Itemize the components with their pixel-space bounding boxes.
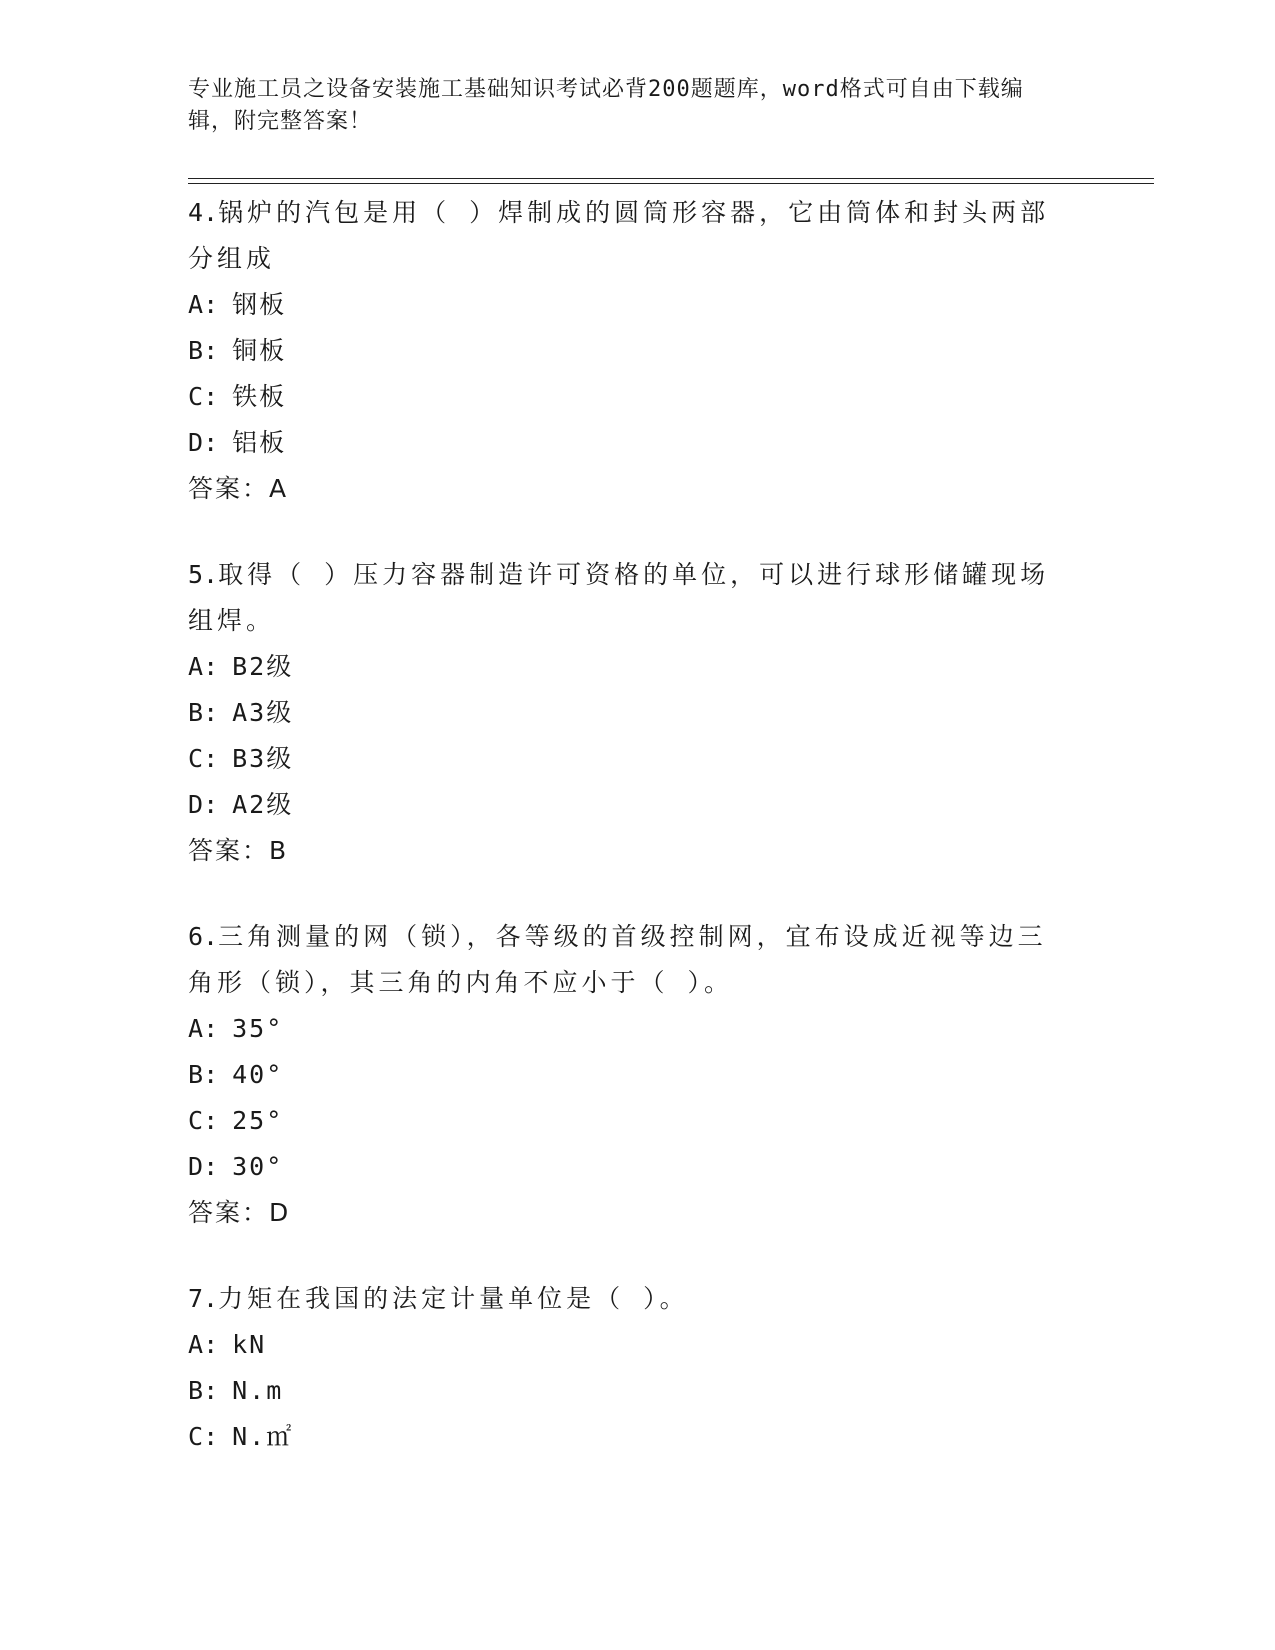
- option-b: [188, 1052, 1088, 1098]
- question-list: [188, 190, 1088, 1500]
- question-stem: [188, 914, 1088, 1006]
- option-d: [188, 782, 1088, 828]
- option-a: [188, 1006, 1088, 1052]
- option-separator: :: [203, 1376, 219, 1405]
- question-number: 5.: [188, 560, 219, 589]
- option-letter: B: [188, 1376, 204, 1405]
- option-a: [188, 1322, 1088, 1368]
- option-text: A3级: [232, 698, 294, 727]
- option-text: B3级: [232, 744, 294, 773]
- option-letter: B: [188, 336, 204, 365]
- answer-line: 答案：B: [188, 836, 289, 865]
- option-separator: :: [203, 1060, 219, 1089]
- option-letter: D: [188, 790, 204, 819]
- option-separator: :: [203, 1106, 219, 1135]
- option-c: [188, 736, 1088, 782]
- option-text: N.m: [232, 1376, 284, 1405]
- option-text: B2级: [232, 652, 294, 681]
- option-d: [188, 1144, 1088, 1190]
- option-b: [188, 1368, 1088, 1414]
- question-6: [188, 914, 1088, 1236]
- question-5: [188, 552, 1088, 874]
- option-text: kN: [232, 1330, 267, 1359]
- option-separator: :: [203, 698, 219, 727]
- option-separator: :: [203, 1152, 219, 1181]
- option-text: 40°: [232, 1060, 284, 1089]
- option-c: [188, 1414, 1088, 1460]
- option-separator: :: [203, 1330, 219, 1359]
- option-c: [188, 1098, 1088, 1144]
- option-b: [188, 690, 1088, 736]
- document-title: 专业施工员之设备安装施工基础知识考试必背200题题库，word格式可自由下载编辑，附完整答案！: [188, 77, 1024, 134]
- option-text: 30°: [232, 1152, 284, 1181]
- option-letter: C: [188, 1422, 204, 1451]
- option-text: 铁板: [232, 382, 287, 411]
- option-letter: A: [188, 652, 204, 681]
- option-separator: :: [203, 428, 219, 457]
- answer-line: 答案：D: [188, 1198, 291, 1227]
- option-letter: C: [188, 382, 204, 411]
- option-letter: A: [188, 1330, 204, 1359]
- option-a: [188, 644, 1088, 690]
- option-letter: A: [188, 1014, 204, 1043]
- option-letter: C: [188, 744, 204, 773]
- question-text: 力矩在我国的法定计量单位是（ ）。: [218, 1284, 689, 1313]
- question-4: [188, 190, 1088, 512]
- option-separator: :: [203, 1014, 219, 1043]
- option-text: 钢板: [232, 290, 287, 319]
- option-separator: :: [203, 790, 219, 819]
- question-text: 锅炉的汽包是用（ ）焊制成的圆筒形容器，它由筒体和封头两部分组成: [188, 198, 1050, 273]
- header-rule-bottom: [188, 183, 1154, 184]
- option-separator: :: [203, 336, 219, 365]
- option-letter: B: [188, 698, 204, 727]
- option-letter: D: [188, 428, 204, 457]
- question-text: 三角测量的网（锁），各等级的首级控制网，宜布设成近视等边三角形（锁），其三角的内角不应小于（ ）。: [188, 922, 1047, 997]
- question-number: 7.: [188, 1284, 219, 1313]
- option-text: N.㎡: [232, 1422, 294, 1451]
- option-text: A2级: [232, 790, 294, 819]
- option-separator: :: [203, 290, 219, 319]
- header-rule-top: [188, 178, 1154, 179]
- question-number: 6.: [188, 922, 219, 951]
- option-c: [188, 374, 1088, 420]
- question-stem: [188, 552, 1088, 644]
- option-text: 35°: [232, 1014, 284, 1043]
- option-letter: A: [188, 290, 204, 319]
- question-text: 取得（ ）压力容器制造许可资格的单位，可以进行球形储罐现场组焊。: [188, 560, 1050, 635]
- option-letter: D: [188, 1152, 204, 1181]
- option-separator: :: [203, 652, 219, 681]
- option-separator: :: [203, 1422, 219, 1451]
- question-7: [188, 1276, 1088, 1460]
- option-letter: B: [188, 1060, 204, 1089]
- option-text: 铝板: [232, 428, 287, 457]
- option-text: 铜板: [232, 336, 287, 365]
- option-a: [188, 282, 1088, 328]
- answer-line: 答案：A: [188, 474, 289, 503]
- question-number: 4.: [188, 198, 219, 227]
- question-stem: [188, 190, 1088, 282]
- question-stem: [188, 1276, 1088, 1322]
- document-header: [188, 74, 1068, 138]
- option-separator: :: [203, 744, 219, 773]
- option-b: [188, 328, 1088, 374]
- option-letter: C: [188, 1106, 204, 1135]
- option-text: 25°: [232, 1106, 284, 1135]
- option-separator: :: [203, 382, 219, 411]
- option-d: [188, 420, 1088, 466]
